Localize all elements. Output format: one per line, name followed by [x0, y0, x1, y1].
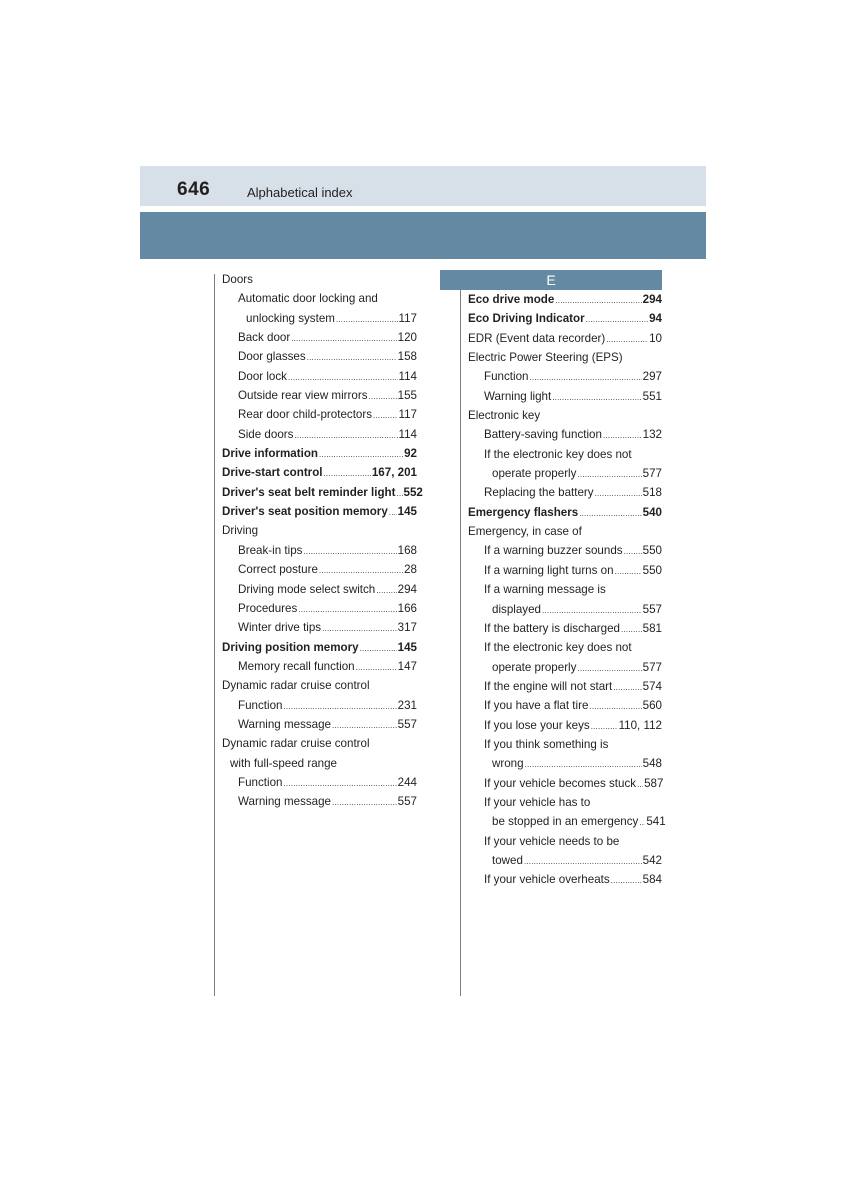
dot-leader	[529, 367, 641, 387]
index-entry-text: Drive information	[222, 447, 318, 461]
index-entry	[222, 541, 417, 560]
index-entry-page[interactable]: 294	[642, 293, 662, 306]
index-entry	[468, 638, 662, 657]
dot-leader	[579, 503, 641, 523]
index-entry	[468, 290, 662, 309]
index-entry	[222, 657, 417, 676]
dot-leader	[307, 347, 397, 367]
dot-leader	[639, 812, 645, 832]
index-entry	[222, 463, 417, 482]
index-entry-page[interactable]: 317	[397, 621, 417, 635]
dot-leader	[613, 677, 641, 697]
dot-leader	[606, 329, 648, 349]
index-entry	[222, 521, 417, 540]
index-entry	[468, 619, 662, 638]
index-entry-page[interactable]: 550	[642, 544, 662, 558]
index-entry-text: Winter drive tips	[238, 621, 322, 635]
index-entry-text: Function	[238, 775, 283, 789]
index-column-left	[222, 270, 423, 812]
index-entry	[468, 580, 662, 599]
index-entry	[468, 735, 662, 754]
index-entry-text: wrong	[492, 757, 524, 771]
index-entry	[222, 270, 417, 289]
index-entry	[468, 600, 662, 619]
section-letter-bar: E	[440, 270, 662, 290]
index-entry	[222, 483, 423, 502]
index-entry-page[interactable]: 550	[642, 563, 662, 577]
index-entry-text: Driving	[222, 524, 259, 538]
dot-leader	[577, 464, 641, 484]
index-entry-text: Break-in tips	[238, 543, 303, 557]
index-entry-page[interactable]: 147	[397, 659, 417, 673]
dot-leader	[555, 290, 641, 310]
index-entry	[222, 696, 417, 715]
index-entry	[222, 560, 417, 579]
dot-leader	[356, 657, 397, 677]
dot-leader	[595, 483, 642, 503]
dot-leader	[336, 309, 398, 329]
index-entry-page[interactable]: 584	[642, 873, 662, 887]
index-entry-text: Emergency, in case of	[468, 525, 582, 539]
index-entry	[468, 851, 662, 870]
index-entry-text: EDR (Event data recorder)	[468, 331, 606, 345]
index-entry-page[interactable]: 117	[398, 408, 417, 422]
index-entry-page[interactable]: 581	[642, 621, 662, 635]
index-entry-page[interactable]: 231	[397, 698, 417, 712]
index-entry	[222, 425, 417, 444]
index-entry-text: unlocking system	[246, 311, 335, 325]
index-entry-text: Driver's seat belt reminder light	[222, 485, 396, 499]
index-entry	[468, 309, 662, 328]
index-entry	[222, 599, 417, 618]
index-entry-text: displayed	[492, 602, 541, 616]
index-entry	[222, 676, 417, 695]
dot-leader	[332, 792, 397, 812]
index-entry-page[interactable]: 548	[642, 757, 662, 771]
index-entry-text: Warning message	[238, 717, 332, 731]
index-entry-page[interactable]: 541	[646, 815, 666, 829]
dot-leader	[525, 754, 642, 774]
index-entry-text: Warning light	[484, 389, 552, 403]
index-entry-page[interactable]: 166	[397, 601, 417, 615]
dot-leader	[291, 328, 396, 348]
index-entry-text: If you think something is	[484, 737, 609, 751]
index-entry-text: Eco drive mode	[468, 293, 555, 306]
dot-leader	[319, 560, 403, 580]
index-entry-text: with full-speed range	[230, 756, 337, 770]
index-entry-text: Door glasses	[238, 350, 306, 364]
dot-leader	[283, 696, 396, 716]
dot-leader	[591, 716, 618, 736]
index-entry-text: Door lock	[238, 369, 287, 383]
index-entry	[222, 502, 417, 521]
index-entry-text: If your vehicle overheats	[484, 873, 610, 887]
index-entry-text: Correct posture	[238, 563, 318, 577]
index-entry	[222, 638, 417, 657]
index-column-right	[440, 270, 666, 890]
dot-leader	[360, 638, 397, 658]
index-entries-e	[468, 290, 666, 890]
index-entry-page[interactable]: 577	[642, 467, 662, 481]
index-entry-text: If your vehicle needs to be	[484, 834, 620, 848]
index-entry-page[interactable]: 110, 112	[618, 718, 662, 732]
index-entry-text: Memory recall function	[238, 659, 355, 673]
index-entry-page[interactable]: 297	[642, 370, 662, 384]
index-entry-page[interactable]: 542	[642, 853, 662, 867]
index-entry-page[interactable]: 155	[397, 389, 417, 403]
index-entry-text: Outside rear view mirrors	[238, 389, 368, 403]
index-entry-text: If a warning message is	[484, 583, 606, 597]
dot-leader	[637, 774, 643, 794]
index-entry	[468, 658, 662, 677]
index-entry-page[interactable]: 114	[398, 427, 417, 441]
index-entry	[222, 367, 417, 386]
dot-leader	[288, 367, 398, 387]
index-entry-page[interactable]: 557	[642, 602, 662, 616]
dot-leader	[283, 773, 396, 793]
index-entry-page[interactable]: 168	[397, 543, 417, 557]
index-entry-text: Dynamic radar cruise control	[222, 737, 370, 751]
index-entry-text: If the electronic key does not	[484, 447, 632, 461]
index-entry-page[interactable]: 92	[404, 447, 417, 461]
left-column-rule	[214, 274, 215, 996]
index-entry-text: Driving mode select switch	[238, 582, 376, 596]
index-entry-text: Back door	[238, 331, 291, 345]
index-entry-text: Emergency flashers	[468, 505, 579, 519]
dot-leader	[376, 580, 396, 600]
index-entry-text: If the electronic key does not	[484, 641, 632, 655]
index-entry	[222, 309, 417, 328]
index-entry	[468, 541, 662, 560]
index-entry-text: Driver's seat position memory	[222, 505, 388, 519]
dot-leader	[332, 715, 397, 735]
index-entry	[468, 561, 662, 580]
index-entry	[468, 483, 662, 502]
index-entry-text: If the battery is discharged	[484, 621, 620, 635]
index-entry-text: If your vehicle has to	[484, 795, 591, 809]
dot-leader	[324, 463, 371, 483]
dot-leader	[552, 387, 641, 407]
index-entry	[468, 870, 662, 889]
index-entry	[468, 696, 662, 715]
dot-leader	[369, 386, 397, 406]
index-entry-page[interactable]: 114	[398, 369, 417, 383]
index-entry-page[interactable]: 552	[403, 485, 423, 499]
index-entry	[222, 754, 417, 773]
dot-leader	[586, 309, 648, 329]
index-entry-text: Dynamic radar cruise control	[222, 679, 370, 693]
index-entry-text: operate properly	[492, 467, 577, 481]
dot-leader	[298, 599, 396, 619]
index-entry-text: Electronic key	[468, 409, 541, 423]
index-entry-page[interactable]: 94	[649, 312, 662, 326]
index-entry	[468, 522, 662, 541]
dot-leader	[542, 600, 642, 620]
dot-leader	[603, 425, 642, 445]
index-entry-text: Function	[484, 370, 529, 384]
index-entry-page[interactable]: 551	[642, 389, 662, 403]
index-entry	[222, 618, 417, 637]
index-entry	[468, 406, 662, 425]
index-entry-page[interactable]: 117	[398, 311, 417, 325]
index-entry-page[interactable]: 158	[397, 350, 417, 364]
index-entry-text: Eco Driving Indicator	[468, 312, 585, 326]
index-entry	[222, 347, 417, 366]
index-entry-page[interactable]: 577	[642, 660, 662, 674]
index-entry-text: Rear door child-protectors	[238, 408, 373, 422]
index-entry	[468, 677, 662, 696]
index-entry	[468, 425, 662, 444]
index-entry-text: Doors	[222, 273, 253, 286]
index-entry-page[interactable]: 145	[397, 505, 417, 519]
index-entry	[222, 773, 417, 792]
index-entry-page[interactable]: 587	[644, 776, 664, 790]
dot-leader	[524, 851, 642, 871]
index-entry	[222, 444, 417, 463]
index-entry-text: Electric Power Steering (EPS)	[468, 351, 623, 365]
index-entry-text: Driving position memory	[222, 640, 359, 654]
index-entry-text: If the engine will not start	[484, 679, 613, 693]
index-entry-page[interactable]: 540	[642, 505, 662, 519]
dot-leader	[397, 483, 403, 503]
index-entry-page[interactable]: 145	[397, 640, 417, 654]
dot-leader	[322, 618, 397, 638]
index-entry	[468, 716, 662, 735]
index-entry	[468, 387, 662, 406]
index-entry-text: Automatic door locking and	[238, 292, 378, 306]
index-entry-page[interactable]: 560	[642, 699, 662, 713]
index-entry-text: If a warning light turns on	[484, 563, 614, 577]
index-entry	[468, 445, 662, 464]
index-entry-page[interactable]: 574	[642, 679, 662, 693]
index-entry	[468, 464, 662, 483]
dot-leader	[303, 541, 396, 561]
index-entry	[222, 386, 417, 405]
header-banner	[140, 212, 706, 259]
index-entry-text: Side doors	[238, 427, 294, 441]
index-entry-text: Battery-saving function	[484, 428, 602, 442]
index-entry	[468, 367, 662, 386]
index-entry	[468, 754, 662, 773]
dot-leader	[294, 425, 397, 445]
index-entry-page[interactable]: 244	[397, 775, 417, 789]
index-entry-text: towed	[492, 853, 523, 867]
index-entry	[222, 734, 417, 753]
dot-leader	[611, 870, 642, 890]
section-title: Alphabetical index	[247, 185, 353, 200]
dot-leader	[389, 502, 397, 522]
index-entry	[468, 348, 662, 367]
index-entry	[222, 289, 417, 308]
index-entry-page[interactable]: 132	[642, 428, 662, 442]
index-entry-text: Function	[238, 698, 283, 712]
index-entry	[468, 832, 662, 851]
index-entry-text: If your vehicle becomes stuck	[484, 776, 637, 790]
dot-leader	[615, 561, 642, 581]
index-entry	[468, 329, 662, 348]
index-entry-page[interactable]: 28	[404, 563, 417, 577]
index-entry-text: If you have a flat tire	[484, 699, 589, 713]
index-entry-page[interactable]: 518	[642, 486, 662, 500]
index-entry	[222, 405, 417, 424]
index-entry-text: Warning message	[238, 795, 332, 809]
index-entry-text: Procedures	[238, 601, 298, 615]
index-entry	[468, 793, 662, 812]
dot-leader	[577, 658, 641, 678]
index-entry-text: operate properly	[492, 660, 577, 674]
dot-leader	[624, 541, 642, 561]
index-entry-page[interactable]: 557	[397, 717, 417, 731]
index-entry	[222, 715, 417, 734]
index-entry-text: be stopped in an emergency	[492, 815, 639, 829]
index-entry-text: Drive-start control	[222, 466, 323, 480]
index-entry-text: If a warning buzzer sounds	[484, 544, 623, 558]
index-entry	[222, 792, 417, 811]
index-entry	[468, 503, 662, 522]
index-entry-page[interactable]: 294	[397, 582, 417, 596]
index-entry-text: If you lose your keys	[484, 718, 590, 732]
dot-leader	[589, 696, 641, 716]
dot-leader	[373, 405, 397, 425]
index-entry	[468, 812, 666, 831]
index-entry-page[interactable]: 120	[397, 331, 417, 345]
index-entry	[468, 774, 662, 793]
index-entry	[222, 580, 417, 599]
index-entry-page[interactable]: 167, 201	[371, 466, 417, 480]
index-entry-page[interactable]: 557	[397, 795, 417, 809]
page-number: 646	[177, 179, 211, 200]
index-entry-text: Replacing the battery	[484, 486, 594, 500]
header-band	[140, 166, 706, 206]
index-entry-page[interactable]: 10	[649, 331, 662, 345]
dot-leader	[621, 619, 642, 639]
index-entry	[222, 328, 417, 347]
dot-leader	[319, 444, 403, 464]
